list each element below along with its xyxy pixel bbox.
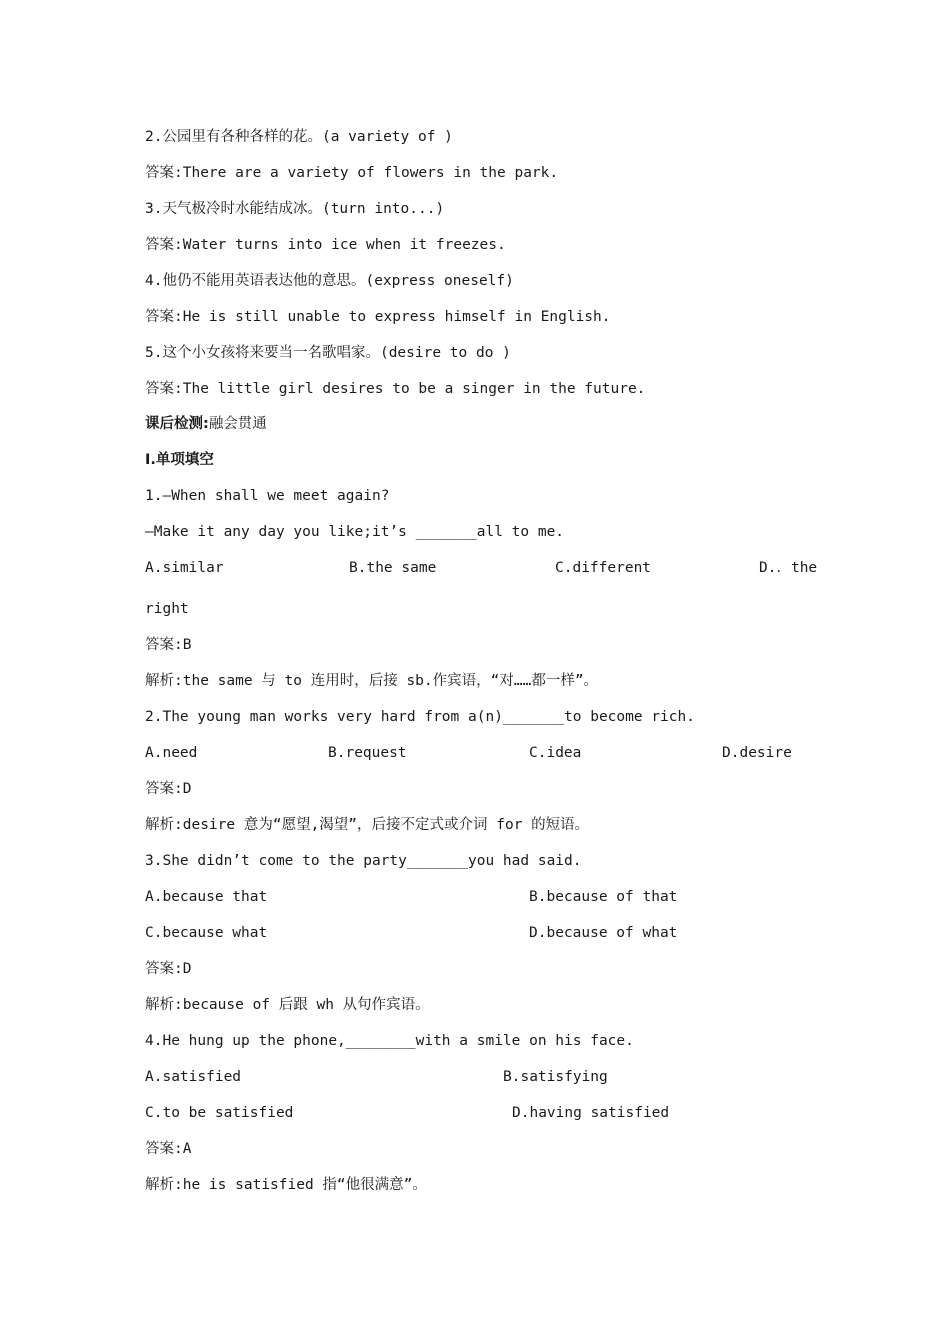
section-heading — [145, 414, 267, 434]
translation-prompt-4: 4.他仍不能用英语表达他的意思。(express oneself) — [145, 273, 514, 289]
q4-answer: 答案:A — [145, 1141, 192, 1157]
translation-prompt-3: 3.天气极冷时水能结成冰。(turn into...) — [145, 201, 445, 217]
q1-option-d-wrap: right — [145, 601, 189, 617]
translation-answer-2: 答案:There are a variety of flowers in the park. — [145, 165, 559, 181]
q3-answer: 答案:D — [145, 961, 192, 977]
q2-option-c: C.idea — [529, 745, 582, 761]
q3-option-b: B.because of that — [529, 889, 678, 905]
translation-prompt-5: 5.这个小女孩将来要当一名歌唱家。(desire to do ) — [145, 345, 511, 361]
q4-option-a: A.satisfied — [145, 1069, 242, 1085]
translation-answer-3: 答案:Water turns into ice when it freezes. — [145, 237, 506, 253]
q4-stem: 4.He hung up the phone,________with a smile on his face. — [145, 1033, 634, 1049]
q2-option-a: A.need — [145, 745, 198, 761]
q4-option-c: C.to be satisfied — [145, 1105, 294, 1121]
translation-answer-4: 答案:He is still unable to express himself in English. — [145, 309, 611, 325]
q1-option-a: A.similar — [145, 560, 224, 576]
translation-prompt-2: 2.公园里有各种各样的花。(a variety of ) — [145, 129, 453, 145]
q1-stem-line2: —Make it any day you like;it’s _______all to me. — [145, 524, 565, 540]
q3-option-a: A.because that — [145, 889, 268, 905]
section-heading-bold: 课后检测: — [145, 416, 209, 432]
q2-stem: 2.The young man works very hard from a(n)_______to become rich. — [145, 709, 695, 725]
q2-option-b: B.request — [328, 745, 407, 761]
part-title: Ⅰ.单项填空 — [145, 452, 214, 468]
q1-option-c: C.different — [555, 560, 652, 576]
q1-answer: 答案:B — [145, 637, 192, 653]
q2-option-d: D.desire — [722, 745, 792, 761]
q3-stem: 3.She didn’t come to the party_______you had said. — [145, 853, 582, 869]
section-heading-rest: 融会贯通 — [208, 416, 267, 432]
q4-option-d: D.having satisfied — [512, 1105, 670, 1121]
q1-option-b: B.the same — [349, 560, 437, 576]
translation-answer-5: 答案:The little girl desires to be a singer in the future. — [145, 381, 646, 397]
q1-option-d: D.．the — [759, 560, 818, 576]
q3-option-d: D.because of what — [529, 925, 678, 941]
q3-option-c: C.because what — [145, 925, 268, 941]
q3-analysis: 解析:because of 后跟 wh 从句作宾语。 — [145, 997, 430, 1013]
q1-analysis: 解析:the same 与 to 连用时，后接 sb.作宾语，“对……都一样”。 — [145, 673, 599, 689]
q2-analysis: 解析:desire 意为“愿望,渴望”，后接不定式或介词 for 的短语。 — [145, 817, 590, 833]
q1-stem-line1: 1.—When shall we meet again? — [145, 488, 390, 504]
q2-answer: 答案:D — [145, 781, 192, 797]
q4-analysis: 解析:he is satisfied 指“他很满意”。 — [145, 1177, 427, 1193]
q4-option-b: B.satisfying — [503, 1069, 608, 1085]
